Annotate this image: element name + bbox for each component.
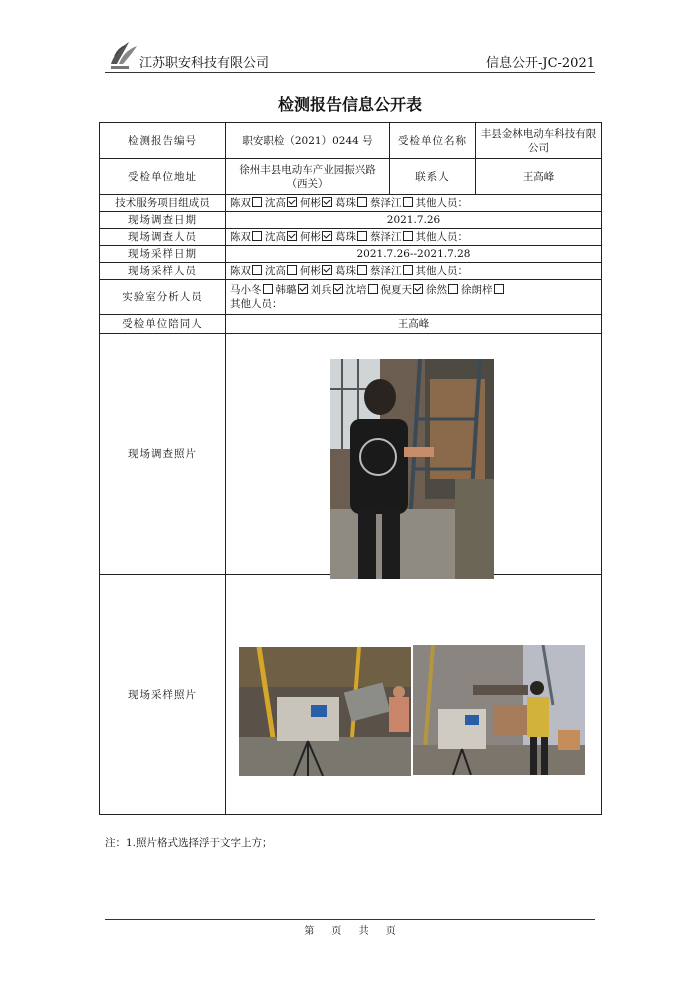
person-name: 葛珠 [335, 231, 356, 243]
person-name: 其他人员： [415, 197, 468, 209]
person-entry [230, 284, 276, 296]
person-name: 徐然 [426, 284, 447, 296]
checked-box-icon [298, 284, 308, 294]
person-entry [230, 231, 265, 243]
unchecked-box-icon [357, 197, 367, 207]
page-title: 检测报告信息公开表 [277, 95, 422, 114]
person-entry [416, 265, 469, 277]
company-logo [105, 34, 143, 72]
person-entry [265, 265, 300, 277]
person-name: 刘兵 [310, 284, 332, 296]
person-entry [370, 197, 416, 209]
person-entry [311, 284, 346, 296]
checked-box-icon [322, 231, 332, 241]
person-entry [335, 265, 370, 277]
person-name: 何彬 [300, 265, 321, 277]
checked-box-icon [333, 284, 343, 294]
document-number: 信息公开-JC-2021 [485, 56, 595, 71]
survey-photo-label: 现场调查照片 [100, 334, 226, 575]
company-name: 江苏职安科技有限公司 [139, 56, 270, 71]
report-no-value: 职安职检（2021）0244 号 [226, 123, 390, 159]
survey-date-label: 现场调查日期 [100, 212, 226, 229]
escort-label: 受检单位陪同人 [100, 315, 226, 334]
checked-box-icon [322, 197, 332, 207]
person-name: 沈高 [265, 265, 286, 277]
person-entry [426, 284, 461, 296]
survey-staff-members [226, 229, 602, 246]
person-name: 韩璐 [275, 284, 297, 296]
table-row [100, 195, 602, 212]
person-entry [276, 284, 311, 296]
table-row [100, 246, 602, 263]
report-no-label: 检测报告编号 [100, 123, 226, 159]
person-name: 倪夏天 [380, 284, 412, 296]
unit-name-label: 受检单位名称 [390, 123, 476, 159]
person-entry [346, 284, 381, 296]
person-entry [230, 197, 265, 209]
person-name: 何彬 [300, 197, 321, 209]
person-name: 蔡泽江 [370, 231, 402, 243]
person-name: 蔡泽江 [370, 197, 402, 209]
person-entry [300, 197, 335, 209]
address-label: 受检单位地址 [100, 159, 226, 195]
sampling-staff-members [226, 263, 602, 280]
person-name: 陈双 [230, 265, 251, 277]
person-entry [265, 231, 300, 243]
sampling-photo-1 [239, 647, 411, 776]
sampling-photo-2 [413, 645, 585, 775]
person-entry [370, 265, 416, 277]
lab-other-staff: 其他人员： [230, 298, 283, 310]
page-footer: 第 页 共 页 [304, 926, 396, 937]
person-entry [300, 265, 335, 277]
unchecked-box-icon [494, 284, 504, 294]
person-entry [230, 265, 265, 277]
team-label: 技术服务项目组成员 [100, 195, 226, 212]
person-entry [335, 231, 370, 243]
unchecked-box-icon [287, 265, 297, 275]
person-entry [381, 284, 427, 296]
lab-staff-label: 实验室分析人员 [100, 280, 226, 315]
unchecked-box-icon [252, 197, 262, 207]
person-entry [335, 197, 370, 209]
survey-date-value: 2021.7.26 [226, 212, 602, 229]
person-name: 沈高 [265, 197, 286, 209]
unchecked-box-icon [357, 265, 367, 275]
table-row [100, 123, 602, 159]
person-name: 其他人员： [415, 231, 468, 243]
escort-value: 王高峰 [226, 315, 602, 334]
sampling-date-value: 2021.7.26--2021.7.28 [226, 246, 602, 263]
sampling-staff-label: 现场采样人员 [100, 263, 226, 280]
sampling-photo-label: 现场采样照片 [100, 575, 226, 815]
survey-photo [330, 359, 494, 579]
unchecked-box-icon [263, 284, 273, 294]
survey-staff-label: 现场调查人员 [100, 229, 226, 246]
person-name: 沈培 [345, 284, 367, 296]
address-value: 徐州丰县电动车产业园振兴路（西关） [226, 159, 390, 195]
table-row [100, 229, 602, 246]
footer-divider [105, 919, 595, 920]
checked-box-icon [413, 284, 423, 294]
checked-box-icon [322, 265, 332, 275]
checked-box-icon [287, 197, 297, 207]
person-name: 葛珠 [335, 265, 356, 277]
table-row [100, 212, 602, 229]
person-entry [265, 197, 300, 209]
person-entry [461, 284, 507, 296]
table-row [100, 263, 602, 280]
page-header [105, 34, 595, 74]
person-name: 其他人员： [415, 265, 468, 277]
unchecked-box-icon [403, 231, 413, 241]
person-entry [300, 231, 335, 243]
unit-name-value: 丰县金林电动车科技有限公司 [476, 123, 602, 159]
person-entry [370, 231, 416, 243]
unchecked-box-icon [448, 284, 458, 294]
unchecked-box-icon [368, 284, 378, 294]
unchecked-box-icon [403, 197, 413, 207]
person-entry [416, 231, 469, 243]
header-divider [105, 72, 595, 73]
person-name: 葛珠 [335, 197, 356, 209]
unchecked-box-icon [252, 265, 262, 275]
lab-staff-members [230, 283, 597, 297]
person-entry [416, 197, 469, 209]
table-row [100, 315, 602, 334]
unchecked-box-icon [357, 231, 367, 241]
person-name: 何彬 [300, 231, 321, 243]
unchecked-box-icon [252, 231, 262, 241]
table-row [100, 159, 602, 195]
person-name: 马小冬 [230, 284, 262, 296]
sampling-date-label: 现场采样日期 [100, 246, 226, 263]
contact-value: 王高峰 [476, 159, 602, 195]
contact-label: 联系人 [390, 159, 476, 195]
person-name: 蔡泽江 [370, 265, 402, 277]
person-name: 徐朗梓 [461, 284, 493, 296]
person-name: 陈双 [230, 197, 251, 209]
person-name: 沈高 [265, 231, 286, 243]
footnote: 注：1.照片格式选择浮于文字上方； [105, 837, 273, 849]
person-name: 陈双 [230, 231, 251, 243]
table-row [100, 280, 602, 315]
lab-staff-cell [226, 280, 602, 315]
unchecked-box-icon [403, 265, 413, 275]
checked-box-icon [287, 231, 297, 241]
team-members [226, 195, 602, 212]
